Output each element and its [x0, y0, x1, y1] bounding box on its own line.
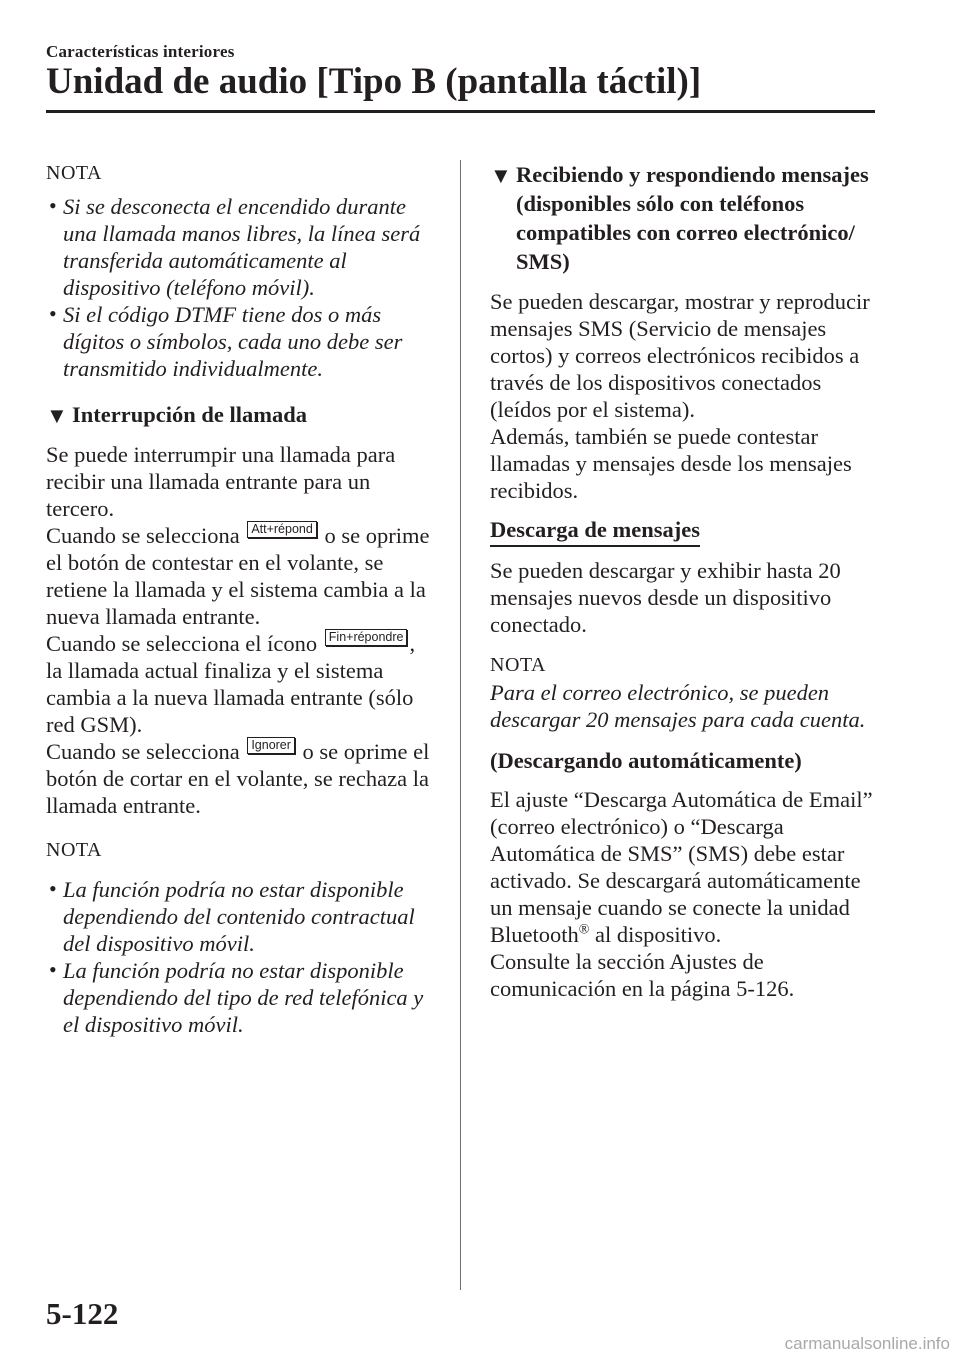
paragraph — [46, 630, 436, 738]
nota-label: NOTA — [46, 839, 102, 861]
section-heading — [490, 160, 885, 276]
bullet-dot: • — [49, 193, 57, 218]
left-column — [46, 160, 436, 1038]
page-number: 5-122 — [46, 1296, 119, 1331]
bullet-dot: • — [49, 876, 57, 901]
right-column — [490, 160, 885, 1002]
paragraph: Se pueden descargar y exhibir hasta 20 mensajes nuevos desde un dispositivo conectado. — [490, 558, 841, 637]
paragraph-text: El ajuste “Descarga Automática de Email” (correo electrónico) o “Descarga Automática de SMS” (SMS) debe estar activado. Se descargará automáticamente un mensaje cuando se conecte la unidad Bluetooth — [490, 787, 873, 947]
paragraph-text: o se oprime el botón de cortar en el volante, se rechaza la llamada entrante. — [46, 739, 430, 818]
paragraph — [46, 738, 436, 819]
paragraph-text: Cuando se selecciona — [46, 739, 240, 764]
nota-label: NOTA — [490, 654, 546, 676]
column-divider — [460, 160, 461, 1290]
title-rule — [46, 110, 875, 113]
paragraph-text: , la llamada actual finaliza y el sistema cambia a la nueva llamada entrante (sólo red GSM). — [46, 631, 416, 737]
section-heading-text: Interrupción de llamada — [72, 402, 308, 427]
nota-bullet-text: Si el código DTMF tiene dos o más dígitos o símbolos, cada uno debe ser transmitido individualmente. — [63, 302, 403, 381]
section-heading-text: Recibiendo y respondiendo mensajes (disponibles sólo con teléfonos compatibles con correo electrónico/ SMS) — [516, 162, 869, 274]
nota-text: Para el correo electrónico, se pueden descargar 20 mensajes para cada cuenta. — [490, 680, 866, 732]
ignorer-button-icon: Ignorer — [247, 737, 295, 754]
paragraph: Se pueden descargar, mostrar y reproducir mensajes SMS (Servicio de mensajes cortos) y correos electrónicos recibidos a través de los dispositivos conectados (leídos por el sistema). — [490, 289, 870, 422]
att-repond-button-icon: Att+répond — [247, 521, 317, 538]
bullet-dot: • — [49, 301, 57, 326]
nota-bullet — [46, 957, 436, 1038]
nota-bullet — [46, 301, 436, 382]
triangle-marker-icon: ▼ — [490, 163, 512, 188]
nota-bullet — [46, 193, 436, 301]
page-title: Unidad de audio [Tipo B (pantalla táctil)] — [46, 61, 702, 102]
section-label: Características interiores — [46, 42, 235, 61]
section-heading — [46, 400, 436, 429]
paragraph: Consulte la sección Ajustes de comunicación en la página 5-126. — [490, 949, 795, 1001]
paragraph-text: Cuando se selecciona — [46, 523, 240, 548]
paragraph: Además, también se puede contestar llamadas y mensajes desde los mensajes recibidos. — [490, 424, 852, 503]
nota-label: NOTA — [46, 162, 102, 184]
nota-bullet-text: La función podría no estar disponible dependiendo del tipo de red telefónica y el dispositivo móvil. — [63, 958, 424, 1037]
bold-heading: (Descargando automáticamente) — [490, 748, 802, 773]
watermark: carmanualsonline.info — [784, 1334, 950, 1353]
subheading: Descarga de mensajes — [490, 516, 700, 547]
triangle-marker-icon: ▼ — [46, 403, 68, 428]
paragraph-text: Cuando se selecciona el ícono — [46, 631, 318, 656]
paragraph-text: al dispositivo. — [589, 922, 722, 947]
subheading-wrap — [490, 516, 885, 547]
fin-repondre-button-icon: Fin+répondre — [325, 629, 408, 646]
nota-bullet — [46, 876, 436, 957]
nota-bullet-text: La función podría no estar disponible dependiendo del contenido contractual del dispositivo móvil. — [63, 877, 415, 956]
paragraph-text: o se oprime el botón de contestar en el volante, se retiene la llamada y el sistema cambia a la nueva llamada entrante. — [46, 523, 430, 629]
paragraph — [490, 786, 885, 948]
paragraph: Se puede interrumpir una llamada para recibir una llamada entrante para un tercero. — [46, 442, 396, 521]
paragraph — [46, 522, 436, 630]
nota-bullet-text: Si se desconecta el encendido durante una llamada manos libres, la línea será transferida automáticamente al dispositivo (teléfono móvil). — [63, 194, 421, 300]
registered-mark: ® — [578, 922, 590, 938]
bullet-dot: • — [49, 957, 57, 982]
